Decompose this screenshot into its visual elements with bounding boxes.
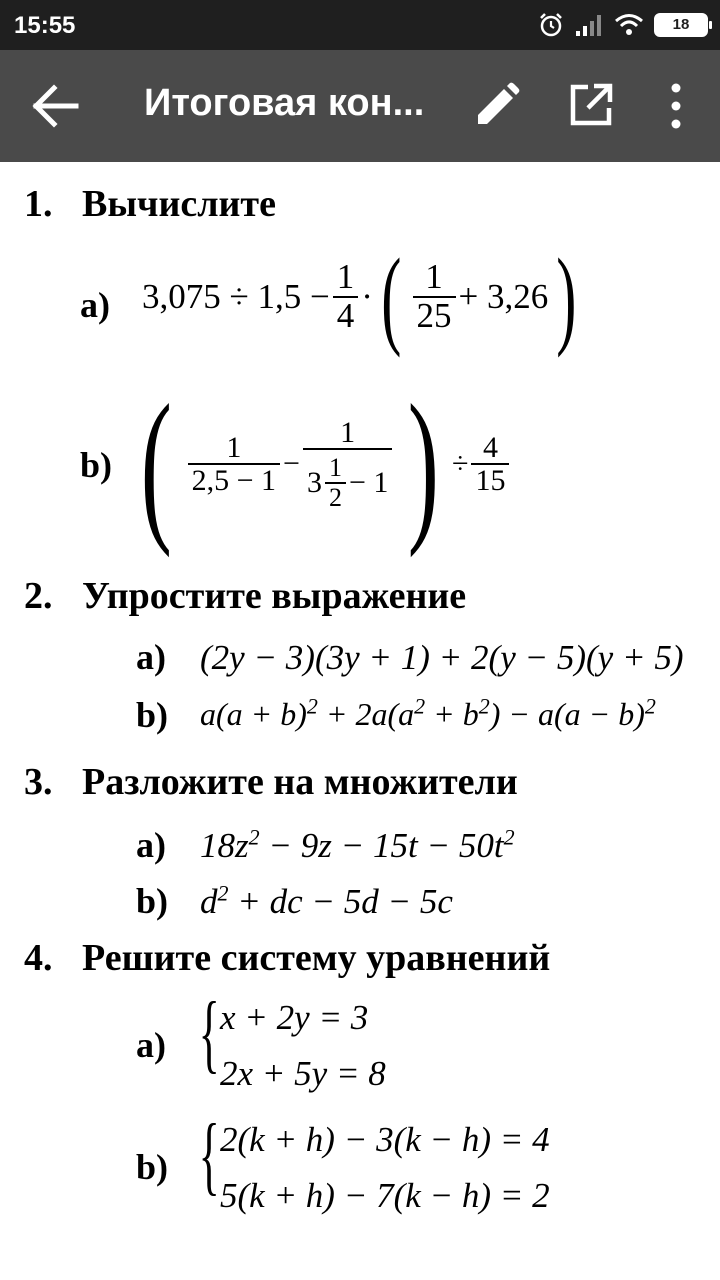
system-brace: { [198, 985, 220, 1082]
task-1b-label: b) [80, 445, 113, 485]
task-4a-equation-2: 2x + 5y = 8 [220, 1054, 386, 1093]
task-4a-label: a) [136, 1025, 166, 1065]
task-1a-label: a) [80, 285, 110, 325]
wifi-icon [614, 13, 644, 37]
task-4b-equation-1: 2(k + h) − 3(k − h) = 4 [220, 1120, 550, 1159]
open-external-icon[interactable] [568, 82, 614, 128]
task-2-heading: 2. Упростите выражение [24, 575, 467, 617]
edit-pencil-icon[interactable] [474, 82, 520, 128]
task-3-heading: 3. Разложите на множители [24, 761, 518, 803]
task-2a-label: a) [136, 637, 166, 677]
task-1b-expression: ( $\frac{1}{2,5 - 1}$ − 1 3 $\frac{1}{2}$ − 1 ) ÷ $\frac{4}{15}$ [128, 374, 512, 554]
fraction: $\frac{4}{15}$ [471, 432, 509, 497]
status-bar [0, 0, 720, 50]
fraction: $\frac{1}{4}$ [333, 259, 359, 335]
battery-icon: 18 [654, 13, 708, 37]
app-toolbar [0, 50, 720, 162]
task-4-heading: 4. Решите систему уравнений [24, 937, 551, 979]
signal-icon [574, 13, 604, 37]
task-1a-expression: 3,075 ÷ 1,5 − $\frac{1}{4}$ · ( $\frac{1}{25}$ + 3,26 ) [142, 236, 577, 358]
task-3b-expression: $d^2$ + dc − 5d − 5c [200, 880, 453, 921]
task-3a-label: a) [136, 825, 166, 865]
status-time: 15:55 [14, 12, 76, 39]
system-brace: { [198, 1107, 220, 1204]
document-view [0, 162, 720, 1280]
task-4b-label: b) [136, 1147, 169, 1187]
more-options-icon[interactable] [658, 80, 694, 132]
back-arrow-icon[interactable] [30, 84, 82, 128]
fraction: $\frac{1}{25}$ [413, 259, 456, 335]
task-1-heading: 1. Вычислите [24, 183, 276, 225]
task-3b-label: b) [136, 881, 169, 921]
task-4b-equation-2: 5(k + h) − 7(k − h) = 2 [220, 1176, 550, 1215]
task-3a-expression: $18z^2 - 9z - 15t - 50t^2$ [200, 824, 515, 865]
fraction: 1 3 $\frac{1}{2}$ − 1 [303, 417, 392, 511]
document-title: Итоговая кон... [144, 82, 425, 124]
task-4a-equation-1: x + 2y = 3 [220, 998, 369, 1037]
fraction: $\frac{1}{2,5 - 1}$ [188, 432, 280, 497]
task-2b-expression: $a(a + b)^2 + 2a(a^2 + b^2) - a(a - b)^2$ [200, 693, 656, 732]
alarm-icon [538, 12, 564, 38]
task-2a-expression: (2y − 3)(3y + 1) + 2(y − 5)(y + 5) [200, 638, 684, 677]
status-icons [538, 11, 708, 39]
task-2b-label: b) [136, 695, 169, 735]
